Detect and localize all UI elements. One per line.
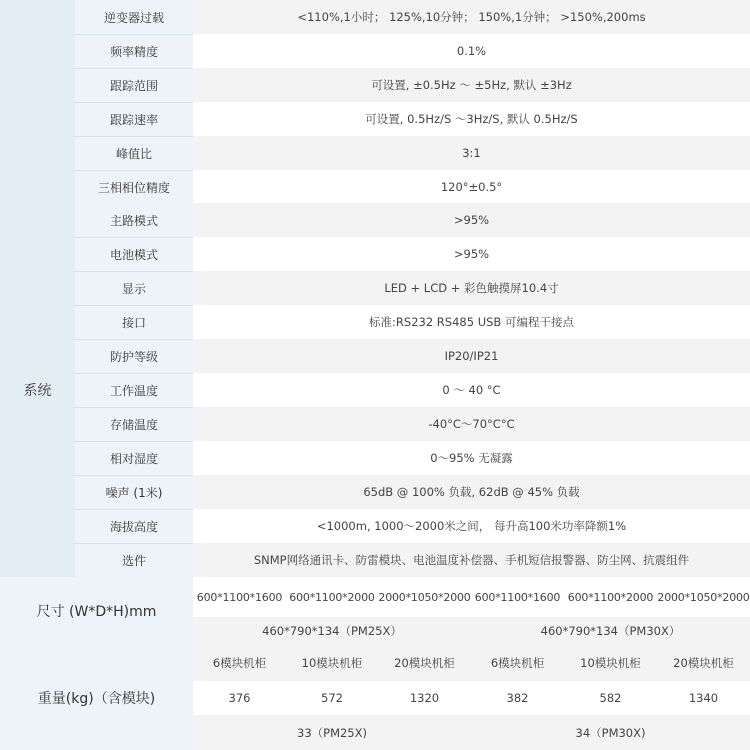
row-value-phase-accuracy: 120°±0.5°	[193, 170, 750, 203]
weight-cabinet-name-1: 6模块机柜	[193, 645, 286, 681]
row-value-storage-temperature: -40°C～70°C°C	[193, 407, 750, 441]
size-module-pm30x: 460*790*134（PM30X）	[471, 617, 750, 645]
inverter-group-cell	[0, 0, 75, 203]
row-label-frequency-accuracy: 频率精度	[75, 34, 193, 68]
size-cabinet-5: 600*1100*2000	[564, 577, 657, 617]
row-value-overload: <110%,1小时； 125%,10分钟； 150%,1分钟； >150%,200ms	[193, 0, 750, 34]
weight-module-pm25x: 33（PM25X)	[193, 715, 471, 750]
row-value-options: SNMP网络通讯卡、防雷模块、电池温度补偿器、手机短信报警器、防尘网、抗震组件	[193, 543, 750, 577]
row-value-frequency-accuracy: 0.1%	[193, 34, 750, 68]
size-cabinet-6: 2000*1050*2000	[657, 577, 750, 617]
row-label-tracking-range: 跟踪范围	[75, 68, 193, 102]
size-cabinet-3: 2000*1050*2000	[378, 577, 471, 617]
row-label-overload: 逆变器过载	[75, 0, 193, 34]
row-value-battery-mode: >95%	[193, 237, 750, 271]
row-label-crest-factor: 峰值比	[75, 136, 193, 170]
row-label-interface: 接口	[75, 305, 193, 339]
row-label-altitude: 海拔高度	[75, 509, 193, 543]
weight-cabinet-value-4: 382	[471, 681, 564, 715]
row-value-altitude: <1000m, 1000～2000米之间， 每升高100米功率降额1%	[193, 509, 750, 543]
row-value-tracking-rate: 可设置, 0.5Hz/S ～3Hz/S, 默认 0.5Hz/S	[193, 102, 750, 136]
weight-label: 重量(kg)（含模块)	[0, 645, 193, 750]
row-value-crest-factor: 3:1	[193, 136, 750, 170]
weight-cabinet-value-3: 1320	[378, 681, 471, 715]
weight-cabinet-name-4: 6模块机柜	[471, 645, 564, 681]
weight-cabinet-name-5: 10模块机柜	[564, 645, 657, 681]
row-value-interface: 标准:RS232 RS485 USB 可编程干接点	[193, 305, 750, 339]
weight-cabinet-value-6: 1340	[657, 681, 750, 715]
row-value-tracking-range: 可设置, ±0.5Hz ～ ±5Hz, 默认 ±3Hz	[193, 68, 750, 102]
size-module-pm25x: 460*790*134（PM25X）	[193, 617, 471, 645]
row-label-battery-mode: 电池模式	[75, 237, 193, 271]
row-value-operating-temperature: 0 ～ 40 °C	[193, 373, 750, 407]
weight-cabinet-value-5: 582	[564, 681, 657, 715]
weight-cabinet-value-1: 376	[193, 681, 286, 715]
row-label-protection-level: 防护等级	[75, 339, 193, 373]
row-label-phase-accuracy: 三相相位精度	[75, 170, 193, 203]
row-value-mains-mode: >95%	[193, 203, 750, 237]
row-label-noise: 噪声 (1米)	[75, 475, 193, 509]
weight-cabinet-value-2: 572	[286, 681, 378, 715]
weight-cabinet-name-3: 20模块机柜	[378, 645, 471, 681]
weight-cabinet-name-6: 20模块机柜	[657, 645, 750, 681]
row-value-protection-level: IP20/IP21	[193, 339, 750, 373]
row-label-storage-temperature: 存储温度	[75, 407, 193, 441]
row-label-mains-mode: 主路模式	[75, 203, 193, 237]
size-cabinet-1: 600*1100*1600	[193, 577, 286, 617]
row-value-relative-humidity: 0～95% 无凝露	[193, 441, 750, 475]
row-value-display: LED + LCD + 彩色触摸屏10.4寸	[193, 271, 750, 305]
size-cabinet-4: 600*1100*1600	[471, 577, 564, 617]
weight-module-pm30x: 34（PM30X)	[471, 715, 750, 750]
system-group-label: 系统	[0, 203, 75, 577]
row-label-tracking-rate: 跟踪速率	[75, 102, 193, 136]
row-value-noise: 65dB @ 100% 负载, 62dB @ 45% 负载	[193, 475, 750, 509]
row-label-operating-temperature: 工作温度	[75, 373, 193, 407]
row-label-options: 选件	[75, 543, 193, 577]
size-cabinet-2: 600*1100*2000	[286, 577, 378, 617]
weight-cabinet-name-2: 10模块机柜	[286, 645, 378, 681]
size-label: 尺寸 (W*D*H)mm	[0, 577, 193, 645]
row-label-relative-humidity: 相对湿度	[75, 441, 193, 475]
row-label-display: 显示	[75, 271, 193, 305]
